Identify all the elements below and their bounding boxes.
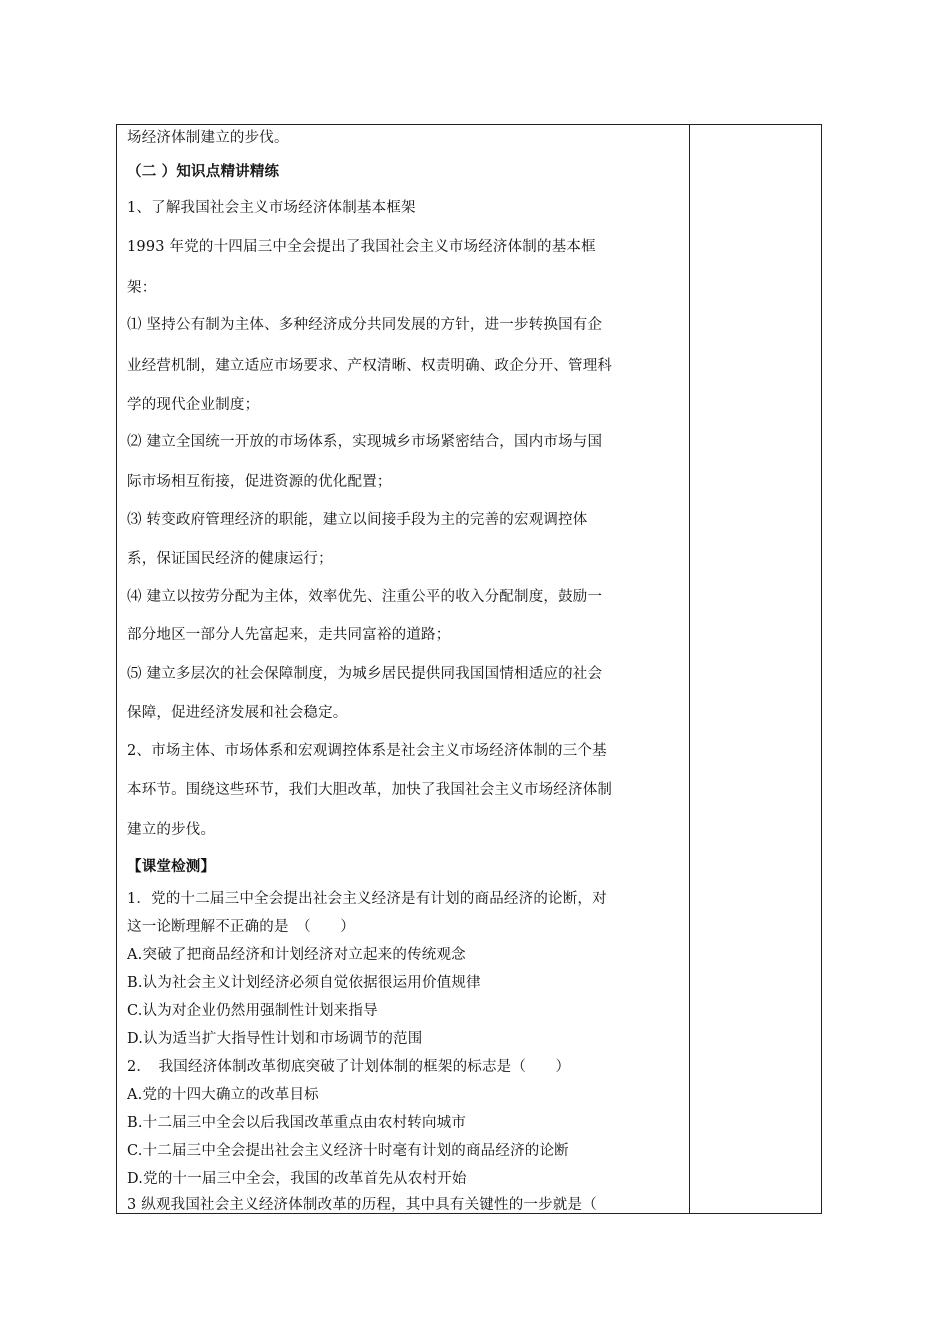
document-table: [116, 124, 822, 1214]
text-line: 架：: [127, 280, 157, 296]
text-line: 建立的步伐。: [127, 822, 216, 838]
text-line: ⑶ 转变政府管理经济的职能，建立以间接手段为主的完善的宏观调控体: [127, 512, 588, 528]
notes-column: [690, 125, 821, 1213]
question-line: 3 纵观我国社会主义经济体制改革的历程，其中具有关键性的一步就是（: [127, 1197, 597, 1213]
text-line: 部分地区一部分人先富起来，走共同富裕的道路；: [127, 627, 451, 643]
text-line: 1、了解我国社会主义市场经济体制基本框架: [127, 200, 416, 216]
option-line: D.党的十一届三中全会，我国的改革首先从农村开始: [127, 1171, 467, 1187]
option-line: A.党的十四大确立的改革目标: [127, 1087, 319, 1103]
option-line: D.认为适当扩大指导性计划和市场调节的范围: [127, 1031, 423, 1047]
text-line: ⑴ 坚持公有制为主体、多种经济成分共同发展的方针，进一步转换国有企: [127, 317, 603, 333]
text-line: 际市场相互衔接，促进资源的优化配置；: [127, 474, 392, 490]
section-heading: 【课堂检测】: [127, 859, 216, 875]
section-heading: （二 ）知识点精讲精练: [127, 164, 280, 180]
text-line: 场经济体制建立的步伐。: [127, 130, 289, 146]
text-line: 业经营机制，建立适应市场要求、产权清晰、权责明确、政企分开、管理科: [127, 358, 613, 374]
text-line: ⑵ 建立全国统一开放的市场体系，实现城乡市场紧密结合，国内市场与国: [127, 434, 603, 450]
question-line: 这一论断理解不正确的是 （ ）: [127, 919, 355, 935]
option-line: C.认为对企业仍然用强制性计划来指导: [127, 1003, 378, 1019]
text-line: 学的现代企业制度；: [127, 397, 260, 413]
text-line: 本环节。围绕这些环节，我们大胆改革，加快了我国社会主义市场经济体制: [127, 782, 613, 798]
text-line: 1993 年党的十四届三中全会提出了我国社会主义市场经济体制的基本框: [127, 239, 596, 255]
text-line: 保障，促进经济发展和社会稳定。: [127, 705, 348, 721]
text-line: 系，保证国民经济的健康运行；: [127, 551, 333, 567]
option-line: B.认为社会主义计划经济必须自觉依据很运用价值规律: [127, 975, 481, 991]
question-line: 2． 我国经济体制改革彻底突破了计划体制的框架的标志是（ ）: [127, 1059, 571, 1075]
main-content-cell: [127, 125, 683, 1213]
text-line: 2、市场主体、市场体系和宏观调控体系是社会主义市场经济体制的三个基: [127, 743, 607, 759]
text-line: ⑸ 建立多层次的社会保障制度，为城乡居民提供同我国国情相适应的社会: [127, 666, 603, 682]
option-line: A.突破了把商品经济和计划经济对立起来的传统观念: [127, 947, 466, 963]
option-line: B.十二届三中全会以后我国改革重点由农村转向城市: [127, 1115, 467, 1131]
question-line: 1．党的十二届三中全会提出社会主义经济是有计划的商品经济的论断，对: [127, 891, 607, 907]
text-line: ⑷ 建立以按劳分配为主体，效率优先、注重公平的收入分配制度，鼓励一: [127, 589, 603, 605]
option-line: C.十二届三中全会提出社会主义经济十时毫有计划的商品经济的论断: [127, 1143, 569, 1159]
